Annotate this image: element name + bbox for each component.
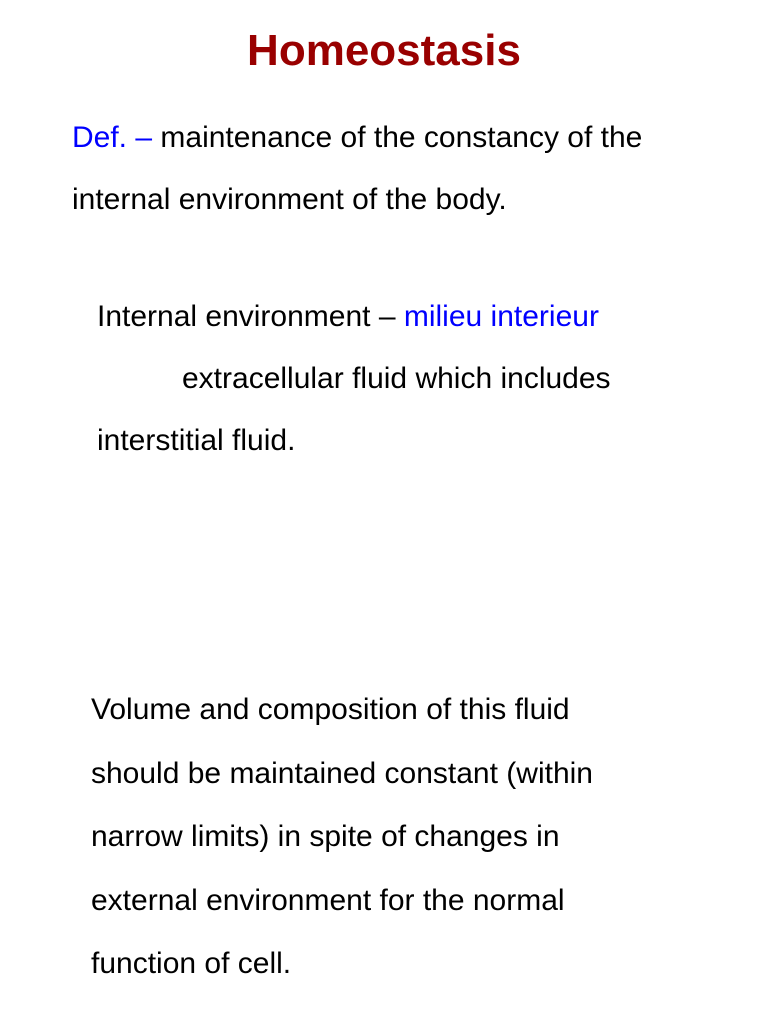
slide-title: Homeostasis [247, 26, 521, 75]
internal-environment-label: Internal environment – [97, 300, 396, 333]
internal-environment-line-3: interstitial fluid. [97, 424, 296, 457]
definition-line-2: internal environment of the body. [72, 183, 507, 216]
volume-line: narrow limits) in spite of changes in [91, 820, 560, 853]
internal-environment-line-1 [97, 286, 611, 348]
volume-paragraph [91, 678, 593, 996]
volume-line: should be maintained constant (within [91, 756, 593, 790]
definition-paragraph [72, 107, 642, 231]
volume-line: Volume and composition of this fluid [91, 693, 570, 726]
definition-line-1 [72, 107, 642, 169]
internal-environment-paragraph [97, 286, 611, 472]
volume-line: external environment for the normal [91, 883, 565, 917]
definition-text: maintenance of the constancy of the [160, 121, 643, 154]
milieu-interieur-term: milieu interieur [403, 300, 599, 333]
definition-label: Def. – [72, 121, 153, 154]
volume-line: function of cell. [91, 947, 292, 980]
internal-environment-line-2: extracellular fluid which includes [182, 362, 611, 395]
